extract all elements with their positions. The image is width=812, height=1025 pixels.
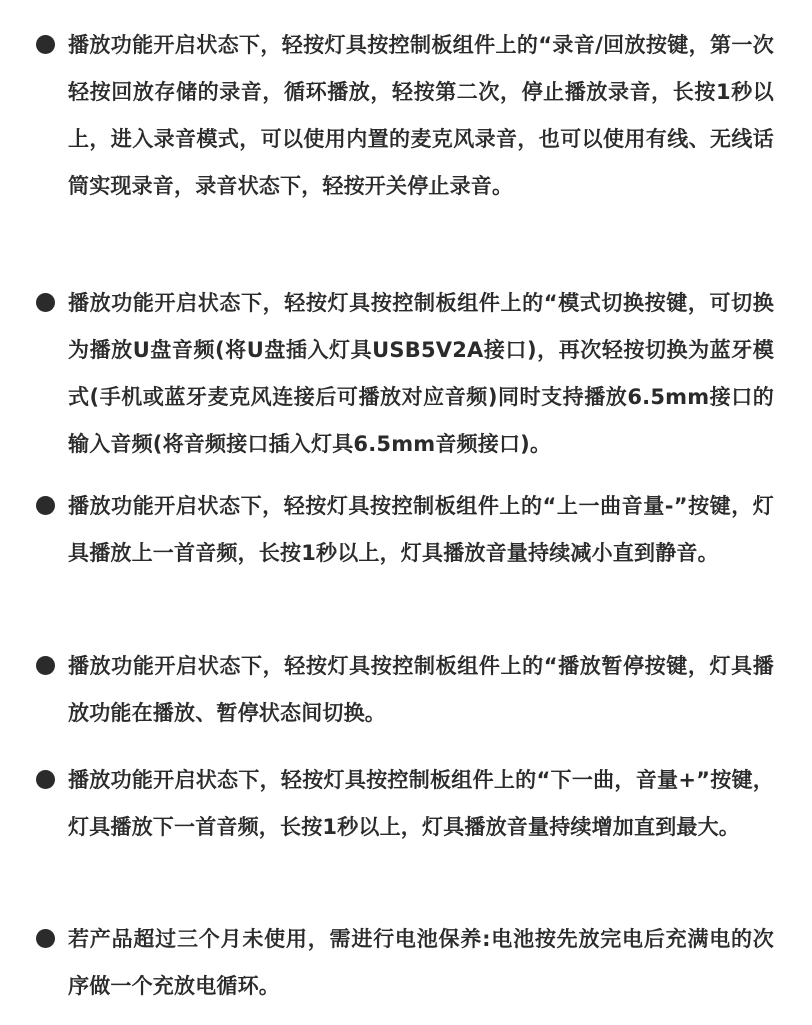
bullet-icon [36,929,55,948]
instruction-text: 播放功能开启状态下，轻按灯具按控制板组件上的“上一曲音量-”按键，灯具播放上一首音频，长按1秒以上，灯具播放音量持续减小直到静音。 [68,494,774,565]
bullet-icon [36,770,55,789]
instruction-item [36,22,782,210]
instruction-text: 播放功能开启状态下，轻按灯具按控制板组件上的“下一曲，音量+”按键，灯具播放下一首音频，长按1秒以上，灯具播放音量持续增加直到最大。 [68,768,774,839]
instruction-text: 播放功能开启状态下，轻按灯具按控制板组件上的“模式切换按键，可切换为播放U盘音频(将U盘插入灯具USB5V2A接口)，再次轻按切换为蓝牙模式(手机或蓝牙麦克风连接后可播放对应音频)同时支持播放6.5mm接口的输入音频(将音频接口插入灯具6.5mm音频接口)。 [68,291,774,456]
instruction-item [36,757,782,851]
instruction-item [36,483,782,577]
instruction-text: 播放功能开启状态下，轻按灯具按控制板组件上的“播放暂停按键，灯具播放功能在播放、暂停状态间切换。 [68,654,774,725]
bullet-icon [36,35,55,54]
instruction-text: 若产品超过三个月未使用，需进行电池保养:电池按先放完电后充满电的次序做一个充放电循环。 [68,927,774,998]
instruction-item [36,916,782,1010]
instruction-text: 播放功能开启状态下，轻按灯具按控制板组件上的“录音/回放按键，第一次轻按回放存储的录音，循环播放，轻按第二次，停止播放录音，长按1秒以上，进入录音模式，可以使用内置的麦克风录音，也可以使用有线、无线话筒实现录音，录音状态下，轻按开关停止录音。 [68,33,774,198]
bullet-icon [36,293,55,312]
instruction-item [36,280,782,468]
bullet-icon [36,496,55,515]
instruction-item [36,643,782,737]
bullet-icon [36,656,55,675]
